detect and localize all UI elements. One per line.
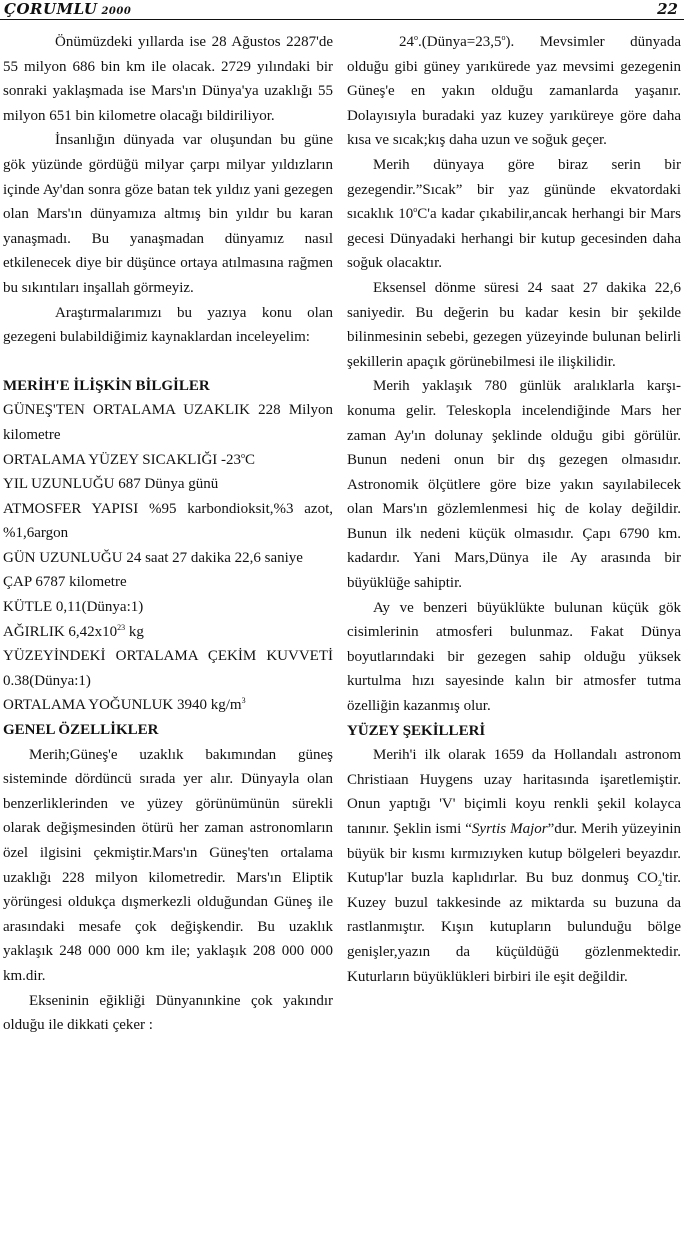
paragraph: Merih yaklaşık 780 günlük aralıklarla karşı-konuma gelir. Teleskopla incelendiğinde Mars her zaman Ay'ın dolunay şeklinde olduğu gibi görülür. Bunun nedeni onun bir dış gezegen olmasıdır. Astronomik ölçütlere göre bize yakın sayılabilecek olan Mars'ın gözlemlenmesi hiç de kolay değildir. Bunun ilk nedeni küçük olmasıdır. Çapı 6790 km. kadardır. Yani Mars,Dünya ile Ay arasında bir büyüklüğe sahiptir. (347, 378, 681, 592)
logo-year: 2000 (101, 6, 132, 17)
paragraph: Merih dünyaya göre biraz serin bir gezegendir.”Sıcak” bir yaz gününde ekvatordaki sıcaklık 10$^o$C'a kadar çıkabilir,ancak herhangi bir Mars gecesi Dünyadaki herhangi bir kutup gecesinden daha soğuk olacaktır. (347, 156, 682, 272)
header-rule (0, 19, 684, 20)
paragraph: Eksensel dönme süresi 24 saat 27 dakika 22,6 saniyedir. Bu değerin bu kadar kesin bir şekilde bilinmesinin sebebi, gezegen yüzeyinde bulunan belirli şekillerin apaçık görünebilmesi ile ilişkilidir. (347, 279, 681, 370)
fact-diameter: ÇAP 6787 kilometre (3, 574, 127, 591)
paragraph: Merih'i ilk olarak 1659 da Hollandalı astronom Christiaan Huygens uzay haritasında işaretlemiştir. Onun yaptığı 'V' biçimli koyu renkli şekil kolayca tanınır. Şeklin ismi “Syrtis Major”dur. Merih yüzeyinin büyük bir kısmı kırmızıyken kutup bölgeleri beyazdır. Kutup'lar buzla kaplıdırlar. Bu buz donmuş $CO_2'tir$. Kuzey buzul takkesinde az miktarda su buzuna da rastlanmıştır. Kışın kutupların bulunduğu bölge genişler,yazın da küçüldüğü gözlenmektedir. Kuturların büyüklükleri birbiri ile eşit değildir. (347, 747, 681, 985)
fact-density: ORTALAMA YOĞUNLUK 3940 $kg/m^3$ (3, 696, 246, 714)
fact-gravity: YÜZEYİNDEKİ ORTALAMA ÇEKİM KUVVETİ 0.38(Dünya:1) (3, 648, 333, 689)
fact-temperature: ORTALAMA YÜZEY SICAKLIĞI -23$^o$C (3, 450, 256, 468)
fact-weight: AĞIRLIK $6,42x10^{23}$ kg (3, 622, 144, 640)
paragraph: İnsanlığın dünyada var oluşundan bu güne gök yüzünde gördüğü milyar çarpı milyar yıldızların içinde Ay'dan sonra göze batan tek yıldız yani gezegen olan Mars'ın dünyamıza altmış bin yıldır bu karan yanaşmadı. Bu yanaşmadan dünyamız nasıl etkilenecek diye bir düşünce ortaya atılmasına rağmen bu sıkıntıları inşallah görmeyiz. (3, 132, 333, 296)
page-header (0, 0, 684, 22)
paragraph: Önümüzdeki yıllarda ise 28 Ağustos 2287'de 55 milyon 686 bin km ile olacak. 2729 yılındaki bir sonraki yaklaşmada ise Mars'ın Dünya'ya uzaklığı 55 milyon 651 bin kilometre olacağı bildiriliyor. (3, 34, 333, 124)
paragraph: Ekseninin eğikliği Dünyanınkine çok yakındır olduğu ile dikkati çeker : (3, 992, 333, 1034)
paragraph: Ay ve benzeri büyüklükte bulunan küçük gök cisimlerinin atmosferi bulunmaz. Fakat Dünya boyutlarındaki bir gezegen sahip olduğu yüksek kurtulma hızı sayesinde kalın bir atmosfer tutma özelliğin kazanmış olur. (347, 599, 681, 715)
section-heading: YÜZEY ŞEKİLLERİ (347, 722, 486, 739)
fact-distance: GÜNEŞ'TEN ORTALAMA UZAKLIK 228 Milyon kilometre (3, 402, 333, 443)
paragraph: Merih;Güneş'e uzaklık bakımından güneş sisteminde dördüncü sırada yer alır. Dünyayla olan benzerliklerinden ve yüzey görünümünün sürekli olarak değişmesinden ötürü her zaman astronomların özel ilgisini çekmiştir.Mars'ın Güneş'ten ortalama uzaklığı 228 milyon kilometredir. Mars'ın Eliptik yörüngesi oldukça dışmerkezli olduğundan Güneş ile arasındaki mesafe çok değişkendir. Bu uzaklık yaklaşık 248 000 000 km ile; yaklaşık 208 000 000 km.dir. (3, 746, 333, 984)
spacer (3, 350, 333, 374)
fact-year: YIL UZUNLUĞU 687 Dünya günü (3, 476, 219, 493)
right-column (347, 30, 681, 989)
fact-mass: KÜTLE 0,11(Dünya:1) (3, 599, 144, 616)
page-number: 22 (657, 0, 678, 18)
fact-atmosphere: ATMOSFER YAPISI %95 karbondioksit,%3 azot, %1,6argon (3, 500, 333, 542)
left-column (3, 30, 333, 1038)
section-heading: MERİH'E İLİŞKİN BİLGİLER (3, 377, 210, 394)
paragraph: $24^o.(Dünya=23,5^o)$. Mevsimler dünyada olduğu gibi güney yarıkürede yaz mevsimi gezegenin Güneş'e en yakın olduğu zamanlarda yaşanır. Dolayısıyla buradaki yaz kuzey yarıküreye göre daha kısa ve sıcak;kış daha uzun ve soğuk geçer. (347, 33, 681, 149)
logo-text: ÇORUMLU (4, 0, 98, 18)
section-heading: GENEL ÖZELLİKLER (3, 722, 159, 739)
paragraph: Araştırmalarımızı bu yazıya konu olan gezegeni bulabildiğimiz kaynaklardan inceleyelim: (3, 304, 333, 346)
magazine-logo (4, 0, 131, 18)
fact-day: GÜN UZUNLUĞU 24 saat 27 dakika 22,6 saniye (3, 549, 303, 566)
